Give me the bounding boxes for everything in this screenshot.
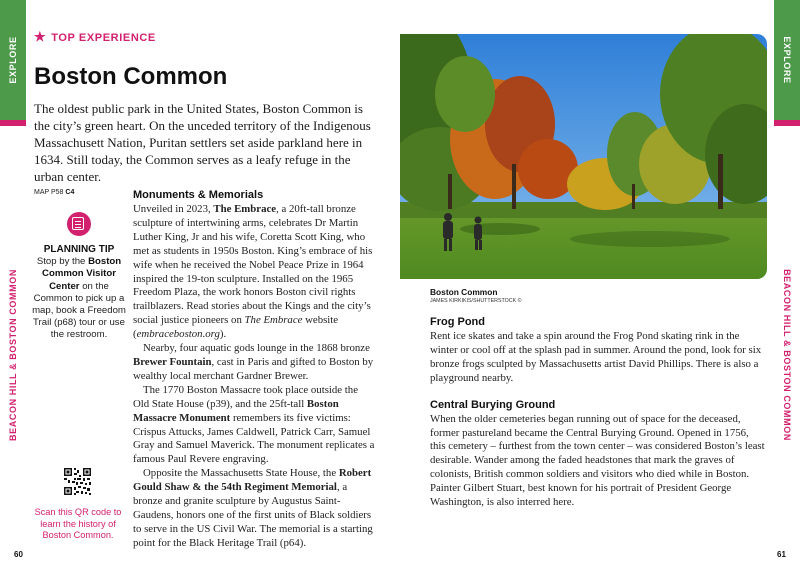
map-reference-page: MAP P58: [34, 189, 64, 196]
page-title: Boston Common: [34, 63, 228, 90]
frog-pond-heading: Frog Pond: [430, 316, 485, 328]
visitor-center-name: Boston Common Visitor Center: [42, 256, 122, 292]
map-reference: [34, 189, 74, 196]
brewer-fountain-paragraph: Nearby, four aquatic gods lounge in the 1868 bronze Brewer Fountain, cast in Paris and gifted to Boston by wealthy local merchant Gardner Brewer.: [133, 342, 374, 382]
embrace-name: The Embrace: [213, 203, 277, 215]
top-experience-text: TOP EXPERIENCE: [51, 32, 156, 44]
planning-tip-text-1: Stop by the: [36, 256, 86, 268]
massacre-monument-name: Boston Massacre Monument: [133, 397, 339, 424]
shaw-memorial-paragraph: Opposite the Massachusetts State House, the Robert Gould Shaw & the 54th Regiment Memorial, a bronze and granite sculpture by Augustus Saint-Gaudens, honors one of the first units of Black soldiers to serve in the US Civil War. The memorial is a starting point for the Black Heritage Trail (p64).: [133, 467, 373, 549]
explore-tab-label: EXPLORE: [8, 36, 18, 84]
explore-tab-left: [0, 0, 26, 120]
planning-tip-heading: PLANNING TIP: [43, 244, 115, 255]
section-tab-label: BEACON HILL & BOSTON COMMON: [782, 268, 792, 441]
map-reference-grid: C4: [65, 189, 75, 196]
right-column: [430, 315, 766, 522]
photo-credit: JAMES KIRKIKIS/SHUTTERSTOCK ©: [430, 298, 522, 304]
page-number-left: 60: [14, 550, 23, 559]
planning-tip-text-2: on the Common to pick up a map, book a Freedom Trail (p68) tour or use the restroom.: [32, 280, 126, 341]
embrace-website: embraceboston.org: [136, 328, 220, 341]
monuments-section: [133, 188, 376, 551]
qr-caption: Scan this QR code to learn the history of Boston Common.: [34, 507, 122, 540]
intro-paragraph: The oldest public park in the United States, Boston Common is the city’s green heart. On the unceded territory of the Indigenous Massachusett Nation, Puritan settlers set aside parkland here in 1634. Still today, the Common serves as a leafy refuge in the urban center.: [34, 101, 371, 184]
checklist-icon: [72, 217, 84, 230]
embrace-paragraph: Unveiled in 2023, The Embrace, a 20ft-tall bronze sculpture of intertwining arms, celebrates Dr Martin Luther King, Jr and his wife, Coretta Scott King, who met as students in 1950s Boston. King’s embrace of his wife when he received the Nobel Peace Prize in 1964 inspired the 19-ton sculpture. Installed on the 1965 Freedom Plaza, the work honors Boston civil rights trailblazers. Read stories about the Kings and the city’s social justice pioneers on The Embrace website (embraceboston.org).: [133, 203, 373, 341]
planning-tip: [30, 244, 128, 342]
section-tab-label: BEACON HILL & BOSTON COMMON: [8, 268, 18, 441]
frog-pond-text: Rent ice skates and take a spin around the Frog Pond skating rink in the winter or cool off at the splash pad in summer. Around the pond, look for six bronze frogs sculpted by Massachusetts artist David Phillips. There is also a playground nearby.: [430, 330, 762, 384]
top-experience-label: [34, 29, 156, 45]
qr-code[interactable]: [63, 467, 92, 496]
boston-common-photo: [400, 34, 767, 279]
page-number-right: 61: [777, 550, 786, 559]
monuments-heading: Monuments & Memorials: [133, 189, 264, 201]
section-tab-left: [0, 120, 26, 583]
photo-caption: Boston Common: [430, 287, 498, 297]
burying-ground-heading: Central Burying Ground: [430, 398, 556, 411]
shaw-memorial-name: Robert Gould Shaw & the 54th Regiment Memorial: [133, 467, 372, 494]
star-icon: ★: [34, 29, 47, 44]
explore-tab-right: [774, 0, 800, 120]
massacre-monument-paragraph: The 1770 Boston Massacre took place outside the Old State House (p39), and the 25ft-tall Boston Massacre Monument remembers its five victims: Crispus Attucks, James Caldwell, Patrick Carr, Samuel Gray and Samuel Maverick. The monument replicates a famous Paul Revere engraving.: [133, 383, 375, 466]
burying-ground-text: When the older cemeteries began running out of space for the deceased, former pastureland became the Central Burying Ground. Opened in 1756, this cemetery – furthest from the town center – was considered Boston’s least desirable. Wander among the faded headstones that mark the graves of colonists, British common soldiers and visitors who died while in Boston. Painter Gilbert Stuart, best known for his portrait of President George Washington, is also interred here.: [430, 412, 765, 509]
explore-tab-label: EXPLORE: [782, 36, 792, 84]
brewer-fountain-name: Brewer Fountain: [133, 355, 212, 368]
section-tab-right: [774, 120, 800, 583]
